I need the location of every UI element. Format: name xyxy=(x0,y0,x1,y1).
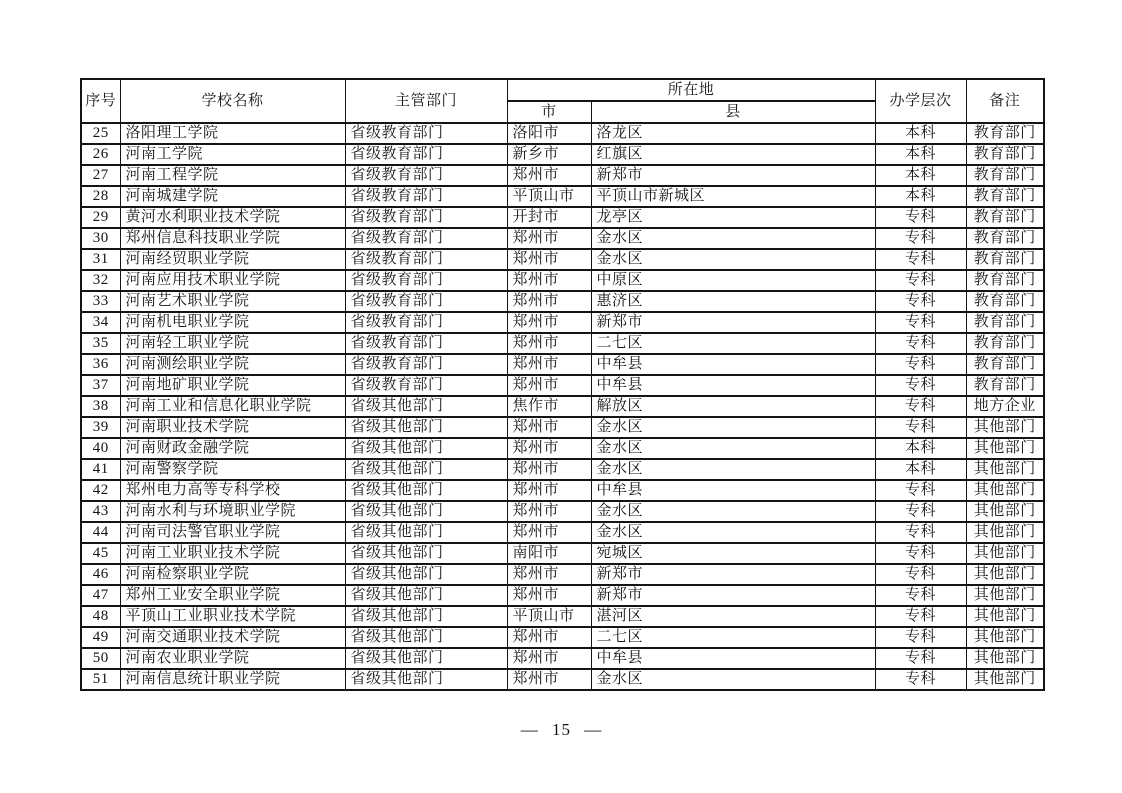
cell-level: 本科 xyxy=(875,186,966,207)
cell-school-name: 河南应用技术职业学院 xyxy=(120,270,345,291)
cell-level: 专科 xyxy=(875,501,966,522)
cell-school-name: 河南地矿职业学院 xyxy=(120,375,345,396)
cell-city: 郑州市 xyxy=(507,270,591,291)
cell-level: 专科 xyxy=(875,417,966,438)
cell-remark: 教育部门 xyxy=(966,207,1044,228)
table-row xyxy=(81,543,1044,564)
cell-department: 省级其他部门 xyxy=(345,648,507,669)
cell-school-name: 河南信息统计职业学院 xyxy=(120,669,345,690)
table-row xyxy=(81,207,1044,228)
header-location: 所在地 xyxy=(507,79,875,101)
table-row xyxy=(81,627,1044,648)
table-row xyxy=(81,249,1044,270)
table-row xyxy=(81,480,1044,501)
cell-remark: 其他部门 xyxy=(966,585,1044,606)
cell-remark: 教育部门 xyxy=(966,333,1044,354)
cell-level: 专科 xyxy=(875,354,966,375)
table-row xyxy=(81,648,1044,669)
cell-school-name: 郑州电力高等专科学校 xyxy=(120,480,345,501)
header-county: 县 xyxy=(591,101,875,123)
cell-school-name: 平顶山工业职业技术学院 xyxy=(120,606,345,627)
cell-seq: 50 xyxy=(81,648,120,669)
table-row xyxy=(81,417,1044,438)
cell-school-name: 河南艺术职业学院 xyxy=(120,291,345,312)
cell-city: 郑州市 xyxy=(507,165,591,186)
cell-city: 郑州市 xyxy=(507,312,591,333)
table-body xyxy=(81,123,1044,690)
cell-level: 专科 xyxy=(875,207,966,228)
table-row xyxy=(81,375,1044,396)
cell-seq: 47 xyxy=(81,585,120,606)
cell-county: 中牟县 xyxy=(591,648,875,669)
cell-level: 专科 xyxy=(875,312,966,333)
cell-county: 金水区 xyxy=(591,228,875,249)
cell-county: 二七区 xyxy=(591,333,875,354)
cell-department: 省级其他部门 xyxy=(345,459,507,480)
cell-level: 专科 xyxy=(875,480,966,501)
cell-level: 专科 xyxy=(875,333,966,354)
table-row xyxy=(81,123,1044,144)
cell-city: 郑州市 xyxy=(507,291,591,312)
table-row xyxy=(81,585,1044,606)
cell-seq: 26 xyxy=(81,144,120,165)
cell-seq: 31 xyxy=(81,249,120,270)
cell-seq: 44 xyxy=(81,522,120,543)
cell-school-name: 河南工业职业技术学院 xyxy=(120,543,345,564)
cell-city: 郑州市 xyxy=(507,228,591,249)
cell-level: 专科 xyxy=(875,522,966,543)
cell-county: 惠济区 xyxy=(591,291,875,312)
cell-school-name: 河南城建学院 xyxy=(120,186,345,207)
cell-city: 郑州市 xyxy=(507,333,591,354)
cell-city: 平顶山市 xyxy=(507,186,591,207)
cell-seq: 46 xyxy=(81,564,120,585)
cell-seq: 33 xyxy=(81,291,120,312)
cell-school-name: 河南农业职业学院 xyxy=(120,648,345,669)
cell-city: 郑州市 xyxy=(507,585,591,606)
cell-city: 南阳市 xyxy=(507,543,591,564)
cell-county: 中原区 xyxy=(591,270,875,291)
cell-department: 省级教育部门 xyxy=(345,375,507,396)
cell-county: 平顶山市新城区 xyxy=(591,186,875,207)
cell-county: 金水区 xyxy=(591,669,875,690)
table-row xyxy=(81,165,1044,186)
cell-county: 新郑市 xyxy=(591,312,875,333)
cell-city: 郑州市 xyxy=(507,459,591,480)
cell-seq: 27 xyxy=(81,165,120,186)
cell-county: 新郑市 xyxy=(591,585,875,606)
cell-department: 省级教育部门 xyxy=(345,207,507,228)
cell-remark: 教育部门 xyxy=(966,354,1044,375)
cell-school-name: 河南职业技术学院 xyxy=(120,417,345,438)
cell-school-name: 河南检察职业学院 xyxy=(120,564,345,585)
cell-department: 省级教育部门 xyxy=(345,186,507,207)
cell-city: 郑州市 xyxy=(507,354,591,375)
cell-remark: 教育部门 xyxy=(966,375,1044,396)
cell-seq: 34 xyxy=(81,312,120,333)
cell-school-name: 河南工业和信息化职业学院 xyxy=(120,396,345,417)
cell-remark: 其他部门 xyxy=(966,627,1044,648)
cell-department: 省级教育部门 xyxy=(345,291,507,312)
cell-county: 金水区 xyxy=(591,522,875,543)
cell-seq: 35 xyxy=(81,333,120,354)
cell-city: 郑州市 xyxy=(507,648,591,669)
cell-city: 郑州市 xyxy=(507,249,591,270)
cell-level: 本科 xyxy=(875,459,966,480)
cell-department: 省级其他部门 xyxy=(345,480,507,501)
cell-department: 省级其他部门 xyxy=(345,417,507,438)
cell-school-name: 河南经贸职业学院 xyxy=(120,249,345,270)
cell-city: 郑州市 xyxy=(507,627,591,648)
cell-remark: 教育部门 xyxy=(966,123,1044,144)
cell-seq: 49 xyxy=(81,627,120,648)
cell-county: 解放区 xyxy=(591,396,875,417)
cell-city: 郑州市 xyxy=(507,564,591,585)
cell-level: 专科 xyxy=(875,627,966,648)
cell-county: 宛城区 xyxy=(591,543,875,564)
cell-county: 二七区 xyxy=(591,627,875,648)
cell-seq: 51 xyxy=(81,669,120,690)
cell-school-name: 河南工学院 xyxy=(120,144,345,165)
table-row xyxy=(81,459,1044,480)
cell-level: 本科 xyxy=(875,144,966,165)
cell-city: 郑州市 xyxy=(507,522,591,543)
cell-remark: 教育部门 xyxy=(966,270,1044,291)
cell-county: 新郑市 xyxy=(591,165,875,186)
cell-school-name: 洛阳理工学院 xyxy=(120,123,345,144)
cell-city: 洛阳市 xyxy=(507,123,591,144)
header-seq: 序号 xyxy=(81,79,120,123)
cell-level: 专科 xyxy=(875,648,966,669)
cell-seq: 29 xyxy=(81,207,120,228)
cell-department: 省级教育部门 xyxy=(345,333,507,354)
cell-department: 省级其他部门 xyxy=(345,564,507,585)
cell-school-name: 河南司法警官职业学院 xyxy=(120,522,345,543)
cell-school-name: 河南交通职业技术学院 xyxy=(120,627,345,648)
table-row xyxy=(81,144,1044,165)
cell-seq: 39 xyxy=(81,417,120,438)
cell-school-name: 河南工程学院 xyxy=(120,165,345,186)
header-remark: 备注 xyxy=(966,79,1044,123)
cell-seq: 43 xyxy=(81,501,120,522)
cell-school-name: 河南测绘职业学院 xyxy=(120,354,345,375)
cell-department: 省级教育部门 xyxy=(345,249,507,270)
cell-remark: 教育部门 xyxy=(966,186,1044,207)
cell-department: 省级教育部门 xyxy=(345,228,507,249)
cell-department: 省级其他部门 xyxy=(345,522,507,543)
cell-department: 省级其他部门 xyxy=(345,543,507,564)
cell-city: 开封市 xyxy=(507,207,591,228)
header-department: 主管部门 xyxy=(345,79,507,123)
cell-level: 专科 xyxy=(875,564,966,585)
cell-city: 新乡市 xyxy=(507,144,591,165)
header-city: 市 xyxy=(507,101,591,123)
school-table xyxy=(80,78,1045,691)
cell-seq: 37 xyxy=(81,375,120,396)
table-row xyxy=(81,228,1044,249)
cell-level: 本科 xyxy=(875,438,966,459)
cell-seq: 41 xyxy=(81,459,120,480)
cell-city: 郑州市 xyxy=(507,501,591,522)
cell-level: 本科 xyxy=(875,165,966,186)
cell-city: 郑州市 xyxy=(507,669,591,690)
cell-level: 专科 xyxy=(875,228,966,249)
table-row xyxy=(81,669,1044,690)
cell-remark: 其他部门 xyxy=(966,501,1044,522)
cell-school-name: 河南轻工职业学院 xyxy=(120,333,345,354)
cell-remark: 其他部门 xyxy=(966,543,1044,564)
cell-seq: 48 xyxy=(81,606,120,627)
cell-level: 专科 xyxy=(875,291,966,312)
cell-remark: 其他部门 xyxy=(966,564,1044,585)
cell-school-name: 河南警察学院 xyxy=(120,459,345,480)
cell-county: 中牟县 xyxy=(591,375,875,396)
table-row xyxy=(81,396,1044,417)
cell-school-name: 河南水利与环境职业学院 xyxy=(120,501,345,522)
cell-county: 金水区 xyxy=(591,249,875,270)
cell-remark: 地方企业 xyxy=(966,396,1044,417)
cell-level: 专科 xyxy=(875,396,966,417)
cell-level: 专科 xyxy=(875,270,966,291)
cell-level: 专科 xyxy=(875,543,966,564)
table-row xyxy=(81,564,1044,585)
cell-seq: 36 xyxy=(81,354,120,375)
cell-city: 郑州市 xyxy=(507,417,591,438)
header-row-1 xyxy=(81,79,1044,101)
cell-county: 金水区 xyxy=(591,501,875,522)
page-number: — 15 — xyxy=(520,720,603,739)
cell-county: 新郑市 xyxy=(591,564,875,585)
cell-county: 中牟县 xyxy=(591,354,875,375)
cell-seq: 28 xyxy=(81,186,120,207)
cell-remark: 教育部门 xyxy=(966,144,1044,165)
cell-city: 平顶山市 xyxy=(507,606,591,627)
cell-seq: 32 xyxy=(81,270,120,291)
cell-department: 省级其他部门 xyxy=(345,627,507,648)
cell-county: 金水区 xyxy=(591,459,875,480)
cell-remark: 其他部门 xyxy=(966,480,1044,501)
cell-city: 郑州市 xyxy=(507,480,591,501)
table-row xyxy=(81,606,1044,627)
cell-school-name: 黄河水利职业技术学院 xyxy=(120,207,345,228)
cell-department: 省级其他部门 xyxy=(345,501,507,522)
cell-seq: 30 xyxy=(81,228,120,249)
cell-county: 金水区 xyxy=(591,417,875,438)
cell-county: 金水区 xyxy=(591,438,875,459)
cell-remark: 其他部门 xyxy=(966,522,1044,543)
cell-seq: 45 xyxy=(81,543,120,564)
cell-county: 洛龙区 xyxy=(591,123,875,144)
cell-department: 省级其他部门 xyxy=(345,396,507,417)
cell-remark: 教育部门 xyxy=(966,291,1044,312)
table-row xyxy=(81,501,1044,522)
table-row xyxy=(81,270,1044,291)
cell-school-name: 河南财政金融学院 xyxy=(120,438,345,459)
cell-county: 龙亭区 xyxy=(591,207,875,228)
cell-school-name: 郑州信息科技职业学院 xyxy=(120,228,345,249)
cell-city: 焦作市 xyxy=(507,396,591,417)
cell-remark: 其他部门 xyxy=(966,648,1044,669)
cell-city: 郑州市 xyxy=(507,438,591,459)
cell-remark: 其他部门 xyxy=(966,438,1044,459)
cell-department: 省级教育部门 xyxy=(345,144,507,165)
cell-department: 省级其他部门 xyxy=(345,438,507,459)
cell-department: 省级教育部门 xyxy=(345,312,507,333)
cell-school-name: 郑州工业安全职业学院 xyxy=(120,585,345,606)
cell-seq: 25 xyxy=(81,123,120,144)
cell-department: 省级其他部门 xyxy=(345,585,507,606)
table-row xyxy=(81,522,1044,543)
cell-level: 专科 xyxy=(875,585,966,606)
cell-seq: 38 xyxy=(81,396,120,417)
cell-remark: 其他部门 xyxy=(966,669,1044,690)
cell-department: 省级其他部门 xyxy=(345,606,507,627)
cell-level: 专科 xyxy=(875,375,966,396)
table-header xyxy=(81,79,1044,123)
table-row xyxy=(81,312,1044,333)
cell-department: 省级教育部门 xyxy=(345,165,507,186)
cell-department: 省级教育部门 xyxy=(345,123,507,144)
header-school-name: 学校名称 xyxy=(120,79,345,123)
cell-remark: 教育部门 xyxy=(966,249,1044,270)
cell-level: 专科 xyxy=(875,669,966,690)
cell-level: 专科 xyxy=(875,606,966,627)
cell-level: 本科 xyxy=(875,123,966,144)
cell-department: 省级教育部门 xyxy=(345,354,507,375)
header-level: 办学层次 xyxy=(875,79,966,123)
cell-school-name: 河南机电职业学院 xyxy=(120,312,345,333)
cell-level: 专科 xyxy=(875,249,966,270)
cell-seq: 42 xyxy=(81,480,120,501)
table-row xyxy=(81,333,1044,354)
cell-remark: 其他部门 xyxy=(966,606,1044,627)
cell-remark: 其他部门 xyxy=(966,459,1044,480)
table-row xyxy=(81,438,1044,459)
cell-remark: 教育部门 xyxy=(966,312,1044,333)
table-row xyxy=(81,291,1044,312)
cell-remark: 教育部门 xyxy=(966,228,1044,249)
cell-seq: 40 xyxy=(81,438,120,459)
cell-county: 中牟县 xyxy=(591,480,875,501)
cell-county: 红旗区 xyxy=(591,144,875,165)
table-row xyxy=(81,186,1044,207)
cell-remark: 其他部门 xyxy=(966,417,1044,438)
cell-remark: 教育部门 xyxy=(966,165,1044,186)
cell-county: 湛河区 xyxy=(591,606,875,627)
cell-department: 省级教育部门 xyxy=(345,270,507,291)
table-row xyxy=(81,354,1044,375)
cell-city: 郑州市 xyxy=(507,375,591,396)
cell-department: 省级其他部门 xyxy=(345,669,507,690)
